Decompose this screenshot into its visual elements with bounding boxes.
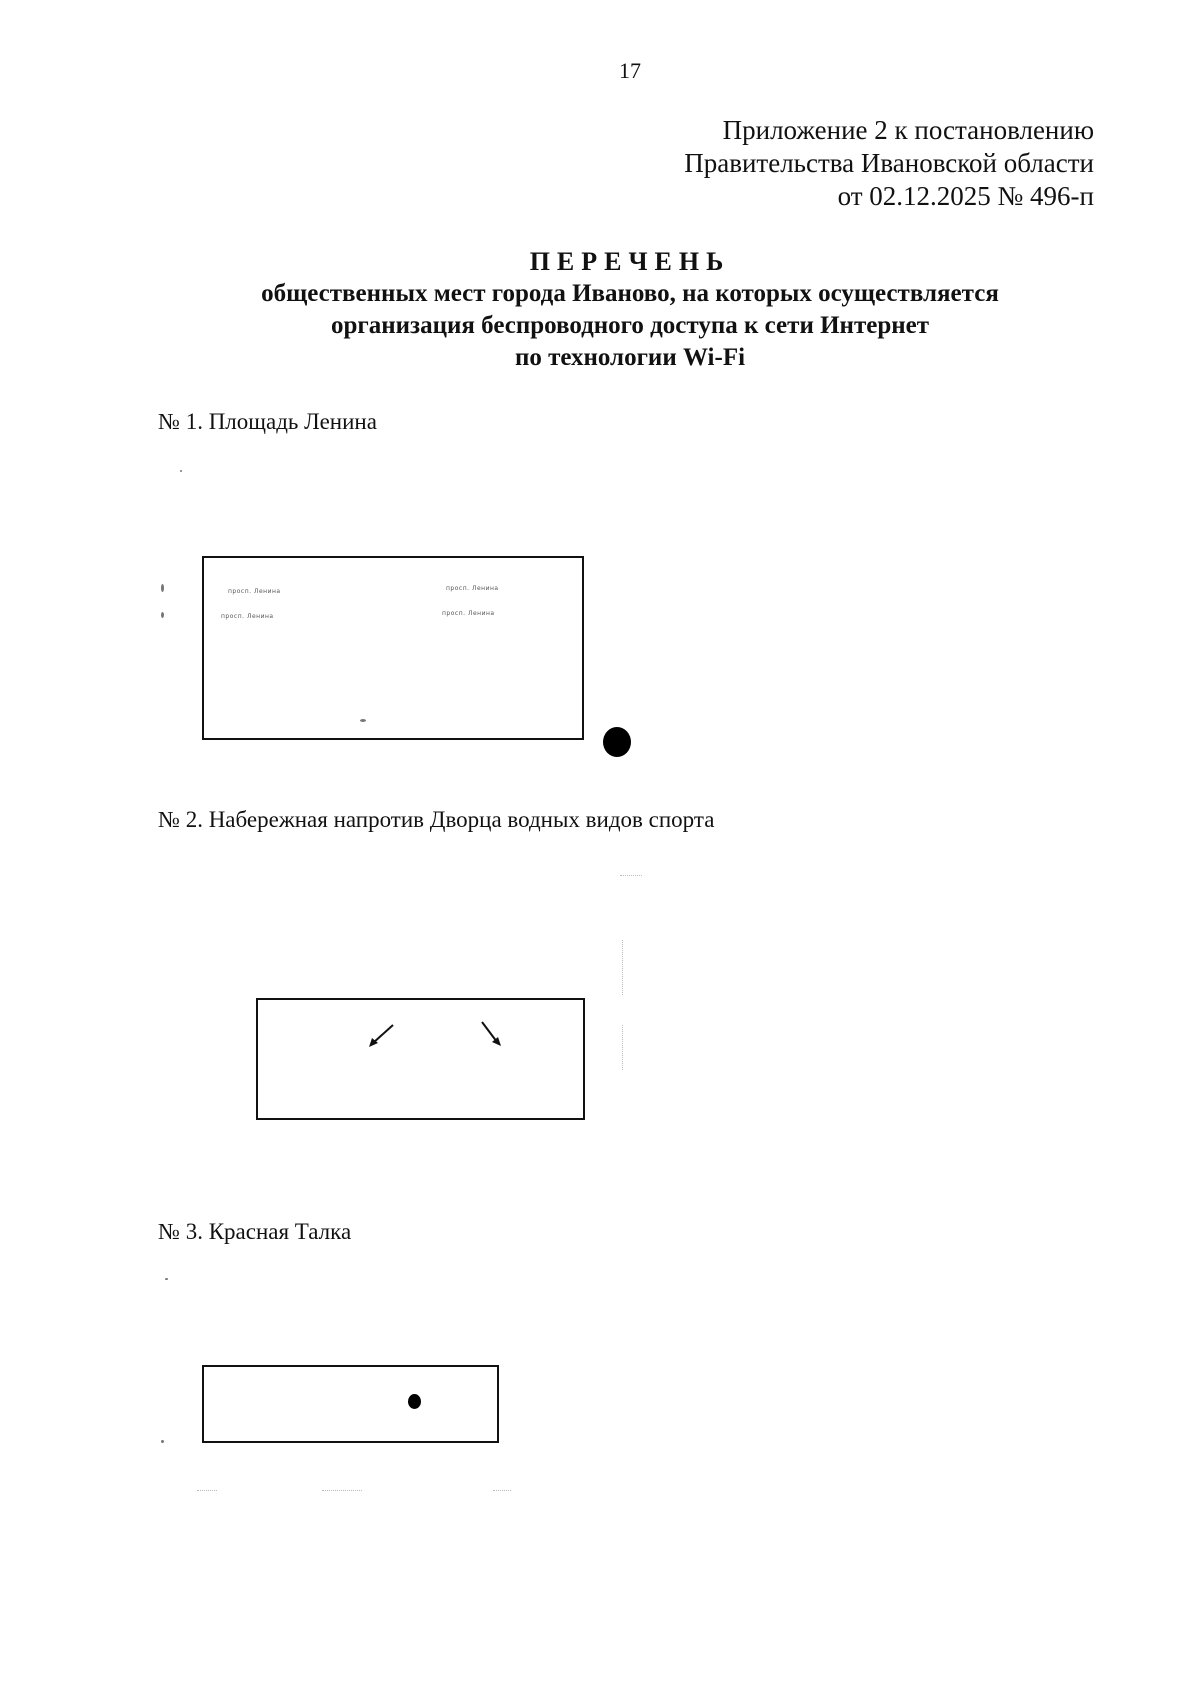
scan-speck xyxy=(161,584,164,592)
map-street-label: просп. Ленина xyxy=(442,610,495,617)
section-1-heading: № 1. Площадь Ленина xyxy=(158,409,377,434)
scan-trace xyxy=(622,940,623,995)
appendix-line-2: Правительства Ивановской области xyxy=(684,148,1094,178)
appendix-reference xyxy=(684,114,1094,213)
page-number: 17 xyxy=(619,58,641,83)
scan-trace xyxy=(493,1490,511,1491)
arrow-left-icon xyxy=(373,1025,393,1043)
scan-speck xyxy=(165,1278,168,1280)
title-main: ПЕРЕЧЕНЬ xyxy=(529,247,731,276)
map-arrows xyxy=(256,998,585,1120)
map-street-label: просп. Ленина xyxy=(228,588,281,595)
appendix-line-3: от 02.12.2025 № 496-п xyxy=(837,181,1094,211)
title-line-2: организация беспроводного доступа к сети Интернет xyxy=(330,312,930,339)
scan-speck xyxy=(161,1440,164,1443)
scan-trace xyxy=(197,1490,217,1491)
scan-speck xyxy=(161,612,164,618)
map-street-label: просп. Ленина xyxy=(446,585,499,592)
scan-trace xyxy=(622,1025,623,1070)
section-3-heading: № 3. Красная Талка xyxy=(158,1219,352,1244)
scan-speck xyxy=(180,470,182,472)
scan-trace xyxy=(620,875,642,876)
section-3-map xyxy=(202,1365,499,1443)
section-2-heading: № 2. Набережная напротив Дворца водных видов спорта xyxy=(158,807,715,832)
map-street-label: просп. Ленина xyxy=(221,613,274,620)
wifi-point-marker xyxy=(603,727,631,757)
section-2-map xyxy=(256,998,585,1120)
wifi-point-marker xyxy=(408,1394,421,1409)
arrow-right-icon xyxy=(482,1022,497,1042)
document-title xyxy=(0,246,1200,374)
appendix-line-1: Приложение 2 к постановлению xyxy=(722,115,1094,145)
title-line-1: общественных мест города Иваново, на которых осуществляется xyxy=(261,280,999,307)
title-line-3: по технологии Wi-Fi xyxy=(514,344,746,371)
section-1-map xyxy=(202,556,584,740)
scan-trace xyxy=(322,1490,362,1491)
map-mark xyxy=(360,719,366,722)
